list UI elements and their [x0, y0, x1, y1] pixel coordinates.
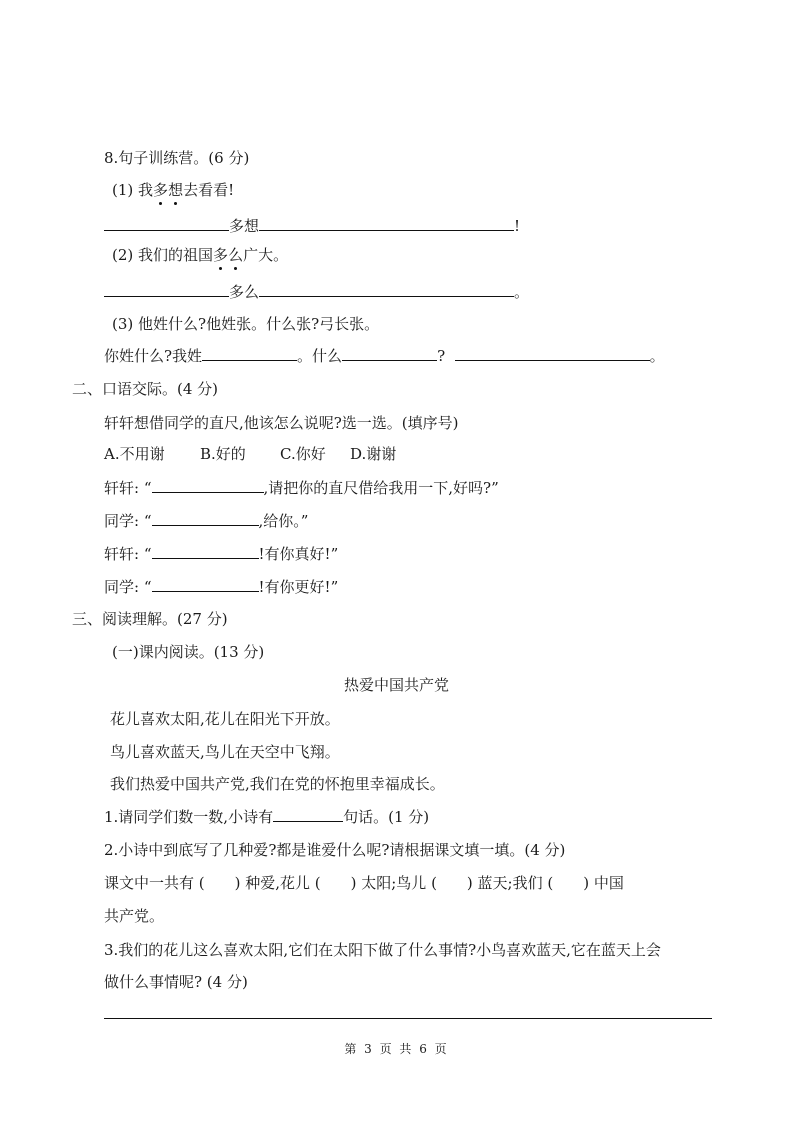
subsection-title: (一)课内阅读。(13 分)	[112, 643, 265, 661]
emphasis-char: 多	[153, 181, 169, 199]
q8-fill-1: 多想 !	[104, 216, 520, 236]
item-label: (3)	[112, 315, 134, 333]
q8-fill-3: 你姓什么?我姓 。什么 ? 。	[104, 347, 665, 365]
answer-blank[interactable]	[259, 216, 514, 231]
question-2-fill-cont: 共产党。	[104, 907, 165, 925]
question-3-title: 3.我们的花儿这么喜欢太阳,它们在太阳下做了什么事情?小鸟喜欢蓝天,它在蓝天上会	[104, 941, 661, 959]
item-label: (1)	[112, 181, 134, 199]
option-c: C.你好	[280, 445, 326, 463]
option-b: B.好的	[200, 445, 246, 463]
speaker: 同学:	[104, 578, 140, 596]
q8-sentence-3: (3) 他姓什么?他姓张。什么张?弓长张。	[112, 315, 380, 333]
answer-blank[interactable]	[152, 544, 259, 559]
answer-blank[interactable]	[152, 478, 264, 493]
dialogue-line: 同学: “ ,给你。”	[104, 512, 309, 530]
answer-line[interactable]	[104, 1018, 712, 1019]
dialogue-line: 同学: “ !有你更好!”	[104, 578, 339, 596]
question-2-title: 2.小诗中到底写了几种爱?都是谁爱什么呢?请根据课文填一填。(4 分)	[104, 841, 566, 859]
answer-blank[interactable]	[104, 282, 229, 297]
answer-blank[interactable]	[342, 346, 437, 361]
poem-line: 鸟儿喜欢蓝天,鸟儿在天空中飞翔。	[110, 743, 340, 761]
option-a: A.不用谢	[104, 445, 165, 463]
dialogue-line: 轩轩: “ ,请把你的直尺借给我用一下,好吗?”	[104, 479, 499, 497]
poem-title: 热爱中国共产党	[343, 676, 449, 694]
q8-sentence-2: (2) 我们的祖国多么广大。	[112, 246, 289, 264]
emphasis-char: 想	[168, 181, 184, 199]
speaker: 轩轩:	[104, 545, 140, 563]
question-3-title-cont: 做什么事情呢? (4 分)	[104, 973, 248, 991]
speaker: 同学:	[104, 512, 140, 530]
question-1: 1.请同学们数一数,小诗有 句话。(1 分)	[104, 808, 430, 826]
option-list	[104, 444, 396, 464]
question-2-fill: 课文中一共有 ( ) 种爱,花儿 ( ) 太阳;鸟儿 ( ) 蓝天;我们 ( ) 中国	[104, 874, 624, 892]
emphasis-char: 么	[228, 246, 244, 264]
answer-blank[interactable]	[259, 282, 514, 297]
answer-blank[interactable]	[152, 577, 259, 592]
answer-blank[interactable]	[455, 346, 650, 361]
poem-line: 我们热爱中国共产党,我们在党的怀抱里幸福成长。	[110, 775, 445, 793]
answer-blank[interactable]	[273, 807, 343, 822]
section-2-title: 二、口语交际。(4 分)	[72, 380, 219, 398]
option-d: D.谢谢	[350, 445, 397, 463]
q8-fill-2: 多么 。	[104, 282, 529, 302]
answer-blank[interactable]	[202, 346, 297, 361]
section-3-title: 三、阅读理解。(27 分)	[72, 610, 228, 628]
dialogue-line: 轩轩: “ !有你真好!”	[104, 545, 339, 563]
answer-blank[interactable]	[104, 216, 229, 231]
page-footer: 第 3 页 共 6 页	[344, 1042, 449, 1056]
q8-sentence-1: (1) 我多想去看看!	[112, 181, 235, 199]
q8-title: 8.句子训练营。(6 分)	[104, 149, 250, 167]
section-2-prompt: 轩轩想借同学的直尺,他该怎么说呢?选一选。(填序号)	[104, 414, 459, 432]
emphasis-char: 多	[213, 246, 229, 264]
answer-blank[interactable]	[152, 511, 259, 526]
item-label: (2)	[112, 246, 134, 264]
speaker: 轩轩:	[104, 479, 140, 497]
poem-line: 花儿喜欢太阳,花儿在阳光下开放。	[110, 710, 340, 728]
